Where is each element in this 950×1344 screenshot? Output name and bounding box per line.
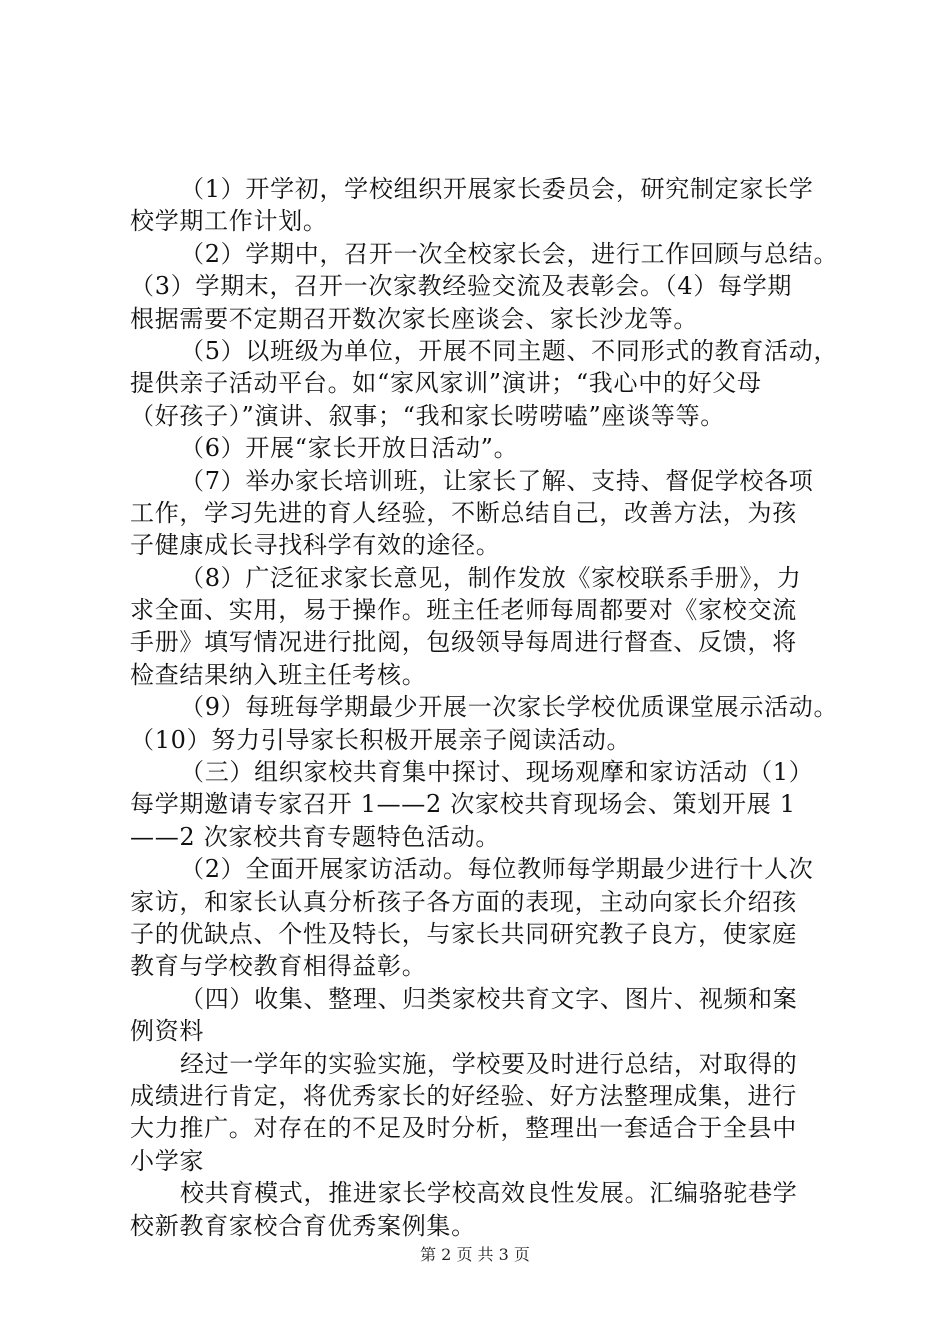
text-line: （6）开展“家长开放日活动”。 bbox=[180, 434, 519, 463]
text-line: 求全面、实用，易于操作。班主任老师每周都要对《家校交流 bbox=[130, 596, 797, 625]
text-line: （2）全面开展家访活动。每位教师每学期最少进行十人次 bbox=[180, 855, 814, 884]
text-line: 教育与学校教育相得益彰。 bbox=[130, 952, 427, 981]
text-line: ——2 次家校共育专题特色活动。 bbox=[130, 822, 501, 851]
text-line: （四）收集、整理、归类家校共育文字、图片、视频和案 bbox=[180, 984, 798, 1013]
text-line: 校学期工作计划。 bbox=[130, 207, 328, 236]
text-line: 校共育模式，推进家长学校高效良性发展。汇编骆驼巷学 bbox=[180, 1179, 798, 1208]
text-line: 例资料 bbox=[130, 1017, 205, 1046]
text-line: 提供亲子活动平台。如“家风家训”演讲；“我心中的好父母 bbox=[130, 369, 762, 398]
text-line: 每学期邀请专家召开 1——2 次家校共育现场会、策划开展 1 bbox=[130, 790, 796, 819]
text-line: 检查结果纳入班主任考核。 bbox=[130, 660, 427, 689]
text-line: 成绩进行肯定，将优秀家长的好经验、好方法整理成集，进行 bbox=[130, 1081, 797, 1110]
text-line: （3）学期末，召开一次家教经验交流及表彰会。（4）每学期 bbox=[130, 272, 793, 301]
text-line: 小学家 bbox=[130, 1146, 205, 1175]
text-line: 校新教育家校合育优秀案例集。 bbox=[130, 1211, 476, 1240]
text-line: 子健康成长寻找科学有效的途径。 bbox=[130, 531, 501, 560]
text-line: （1）开学初，学校组织开展家长委员会，研究制定家长学 bbox=[180, 175, 814, 203]
text-line: 手册》填写情况进行批阅，包级领导每周进行督查、反馈，将 bbox=[130, 628, 797, 657]
text-line: 根据需要不定期召开数次家长座谈会、家长沙龙等。 bbox=[130, 304, 699, 333]
text-line: 经过一学年的实验实施，学校要及时进行总结，对取得的 bbox=[180, 1049, 798, 1078]
text-line: （10）努力引导家长积极开展亲子阅读活动。 bbox=[130, 725, 632, 754]
text-line: （8）广泛征求家长意见，制作发放《家校联系手册》，力 bbox=[180, 563, 802, 592]
page-number-label: 第 2 页 共 3 页 bbox=[420, 1245, 530, 1264]
text-line: （2）学期中，召开一次全校家长会，进行工作回顾与总结。 bbox=[180, 239, 839, 268]
text-line: 大力推广。对存在的不足及时分析，整理出一套适合于全县中 bbox=[130, 1114, 797, 1143]
text-line: 工作，学习先进的育人经验，不断总结自己，改善方法，为孩 bbox=[130, 498, 797, 527]
text-line: （好孩子）”演讲、叙事；“我和家长唠唠嗑”座谈等等。 bbox=[130, 401, 726, 430]
text-line: （9）每班每学期最少开展一次家长学校优质课堂展示活动。 bbox=[180, 693, 839, 722]
page-footer bbox=[0, 1244, 950, 1266]
text-line: 子的优缺点、个性及特长，与家长共同研究教子良方，使家庭 bbox=[130, 919, 797, 948]
text-line: （5）以班级为单位，开展不同主题、不同形式的教育活动， bbox=[180, 336, 839, 365]
text-line: （7）举办家长培训班，让家长了解、支持、督促学校各项 bbox=[180, 466, 814, 495]
text-line: 家访，和家长认真分析孩子各方面的表现，主动向家长介绍孩 bbox=[130, 887, 797, 916]
text-line: （三）组织家校共育集中探讨、现场观摩和家访活动（1） bbox=[180, 758, 814, 787]
document-body bbox=[130, 173, 850, 1242]
